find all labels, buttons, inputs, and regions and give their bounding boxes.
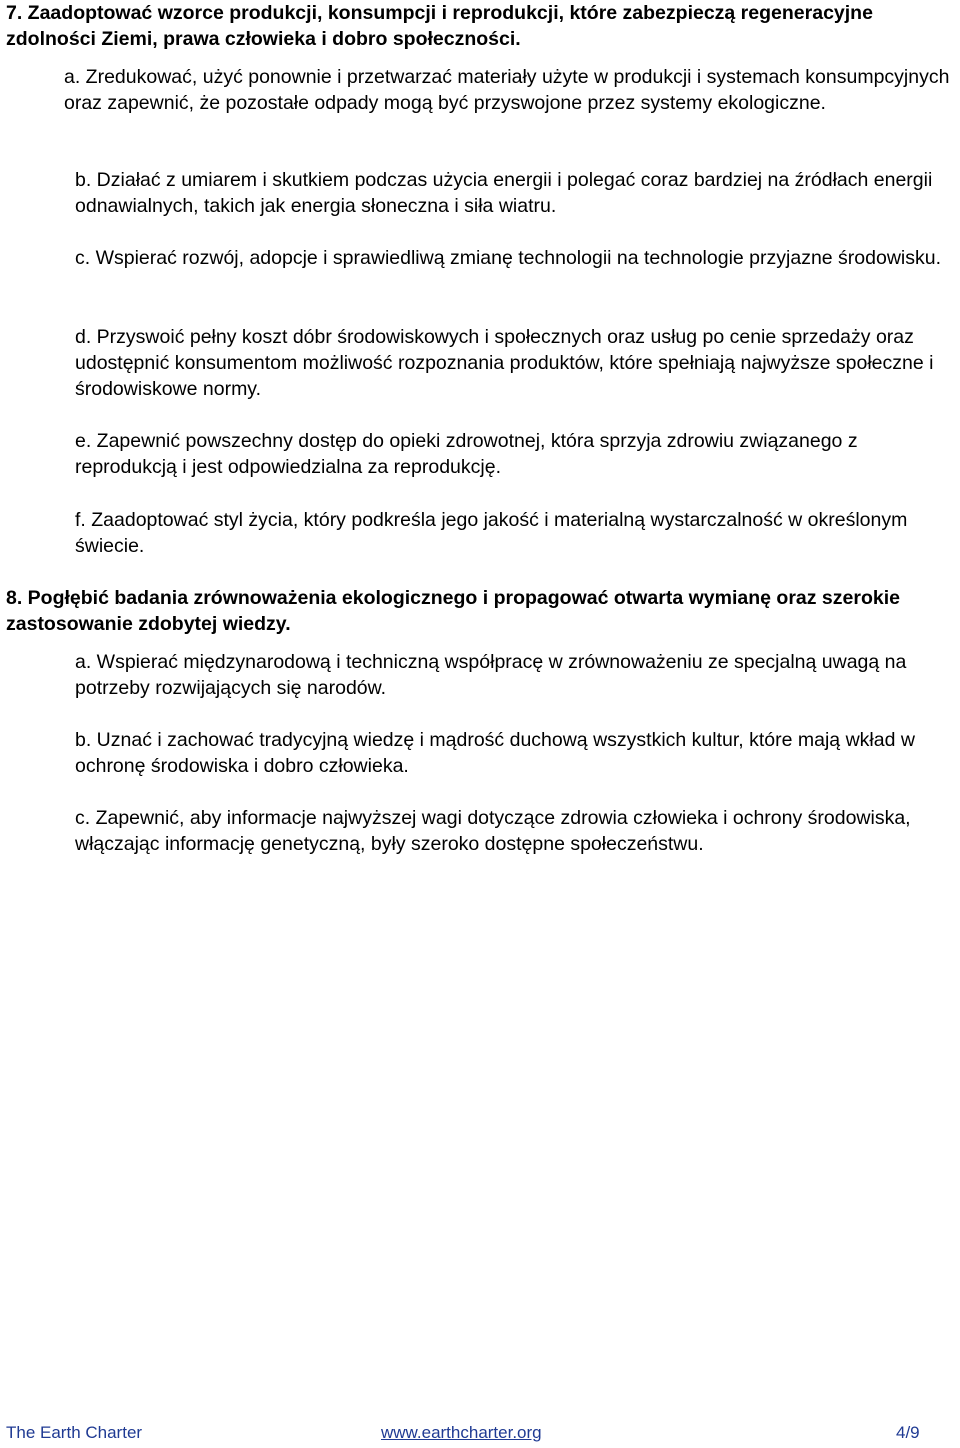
section-8-heading: 8. Pogłębić badania zrównoważenia ekologicznego i propagować otwarta wymianę oraz szerokie zastosowanie zdobytej wiedzy.	[6, 587, 900, 635]
section-8-item-b: b. Uznać i zachować tradycyjną wiedzę i mądrość duchową wszystkich kultur, które mają wkład w ochronę środowiska i dobro człowieka.	[75, 729, 915, 777]
section-7-heading: 7. Zaadoptować wzorce produkcji, konsumpcji i reprodukcji, które zabezpieczą regeneracyjne zdolności Ziemi, prawa człowieka i dobro społeczności.	[6, 2, 873, 50]
section-8-item-c: c. Zapewnić, aby informacje najwyższej wagi dotyczące zdrowia człowieka i ochrony środowiska, włączając informację genetyczną, były szeroko dostępne społeczeństwu.	[75, 807, 911, 855]
section-7-item-f: f. Zaadoptować styl życia, który podkreśla jego jakość i materialną wystarczalność w określonym świecie.	[75, 509, 908, 557]
footer-page-number: 4/9	[896, 1423, 920, 1442]
footer-website-link[interactable]: www.earthcharter.org	[381, 1423, 542, 1442]
section-7-item-b: b. Działać z umiarem i skutkiem podczas użycia energii i polegać coraz bardziej na źródłach energii odnawialnych, takich jak energia słoneczna i siła wiatru.	[75, 169, 933, 217]
section-7-item-c: c. Wspierać rozwój, adopcje i sprawiedliwą zmianę technologii na technologie przyjazne środowisku.	[75, 247, 942, 269]
footer-title: The Earth Charter	[6, 1423, 143, 1442]
section-7-item-d: d. Przyswoić pełny koszt dóbr środowiskowych i społecznych oraz usług po cenie sprzedaży oraz udostępnić konsumentom możliwość rozpoznania produktów, które spełniają najwyższe społeczne i środowiskowe normy.	[75, 326, 934, 400]
section-7-item-a: a. Zredukować, użyć ponownie i przetwarzać materiały użyte w produkcji i systemach konsumpcyjnych oraz zapewnić, że pozostałe odpady mogą być przyswojone przez systemy ekologiczne.	[64, 66, 950, 114]
section-8-item-a: a. Wspierać międzynarodową i techniczną współpracę w zrównoważeniu ze specjalną uwagą na potrzeby rozwijających się narodów.	[75, 651, 907, 699]
section-7-item-e: e. Zapewnić powszechny dostęp do opieki zdrowotnej, która sprzyja zdrowiu związanego z reprodukcją i jest odpowiedzialna za reprodukcję.	[75, 430, 858, 478]
